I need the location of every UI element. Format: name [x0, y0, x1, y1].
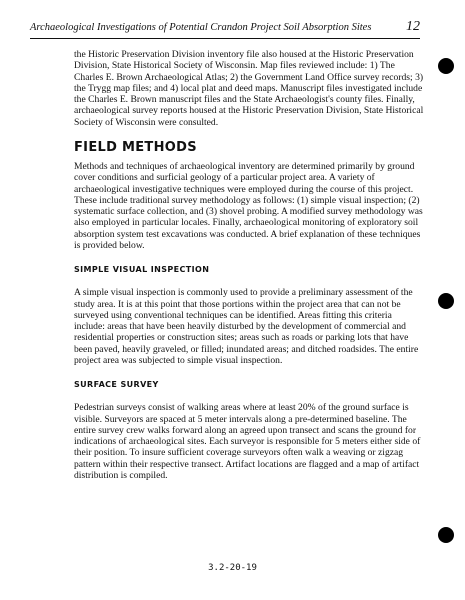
- page-number: 12: [406, 19, 420, 34]
- simple-visual-inspection-paragraph: A simple visual inspection is commonly used to provide a preliminary assessment of the study area. It is at this point that those portions within the project area that can not be surveyed using conventional techniques can be identified. Areas fitting this criteria include: areas that have been heavily disturbed by the development of commercial and residential properties or construction sites; areas such as roads or parking lots that have been paved, heavily graveled, or filled; inundated areas; and ditched roadsides. The entire project area was subjected to simple visual inspection.: [74, 287, 419, 366]
- surface-survey-heading: SURFACE SURVEY: [74, 380, 159, 389]
- running-header: [30, 19, 420, 39]
- simple-visual-inspection-heading: SIMPLE VISUAL INSPECTION: [74, 265, 210, 274]
- binder-hole-top: [438, 58, 454, 74]
- binder-hole-bottom: [438, 527, 454, 543]
- footer-page-code: 3.2-20-19: [208, 563, 257, 573]
- page-body: [74, 49, 424, 481]
- field-methods-paragraph: Methods and techniques of archaeological inventory are determined primarily by ground cover conditions and surficial geology of a particular project area. A variety of archaeological investigative techniques were employed during the course of this project. These include traditional survey methodology as follows: (1) simple visual inspection; (2) systematic surface collection, and (3) shovel probing. A modified survey methodology was also employed in particular locales. Finally, archaeological monitoring of exploratory soil absorption system test excavations was conducted. A brief explanation of these techniques is provided below.: [74, 161, 423, 251]
- intro-paragraph: the Historic Preservation Division inventory file also housed at the Historic Preservation Division, State Historical Society of Wisconsin. Map files reviewed include: 1) The Charles E. Brown Archaeological Atlas; 2) the Government Land Office survey records; 3) the Trygg map files; and 4) local plat and deed maps. Manuscript files investigated include the Charles E. Brown manuscript files and the State Archaeologist's county files. Finally, archaeological survey reports housed at the Historic Preservation Division, State Historical Society of Wisconsin were consulted.: [74, 49, 424, 128]
- surface-survey-paragraph: Pedestrian surveys consist of walking areas where at least 20% of the ground surface is visible. Surveyors are spaced at 5 meter intervals along a pre-determined baseline. The entire survey crew walks forward along an agreed upon transect and scans the ground for indications of archaeological sites. Each surveyor is responsible for 5 meters either side of their position. To insure sufficient coverage surveyors often walk a weaving or zigzag pattern within their respective transect. Artifact locations are flagged and a map of artifact distribution is compiled.: [74, 402, 421, 481]
- binder-hole-middle: [438, 293, 454, 309]
- header-title: Archaeological Investigations of Potential Crandon Project Soil Absorption Sites: [30, 22, 372, 33]
- field-methods-heading: FIELD METHODS: [74, 139, 197, 155]
